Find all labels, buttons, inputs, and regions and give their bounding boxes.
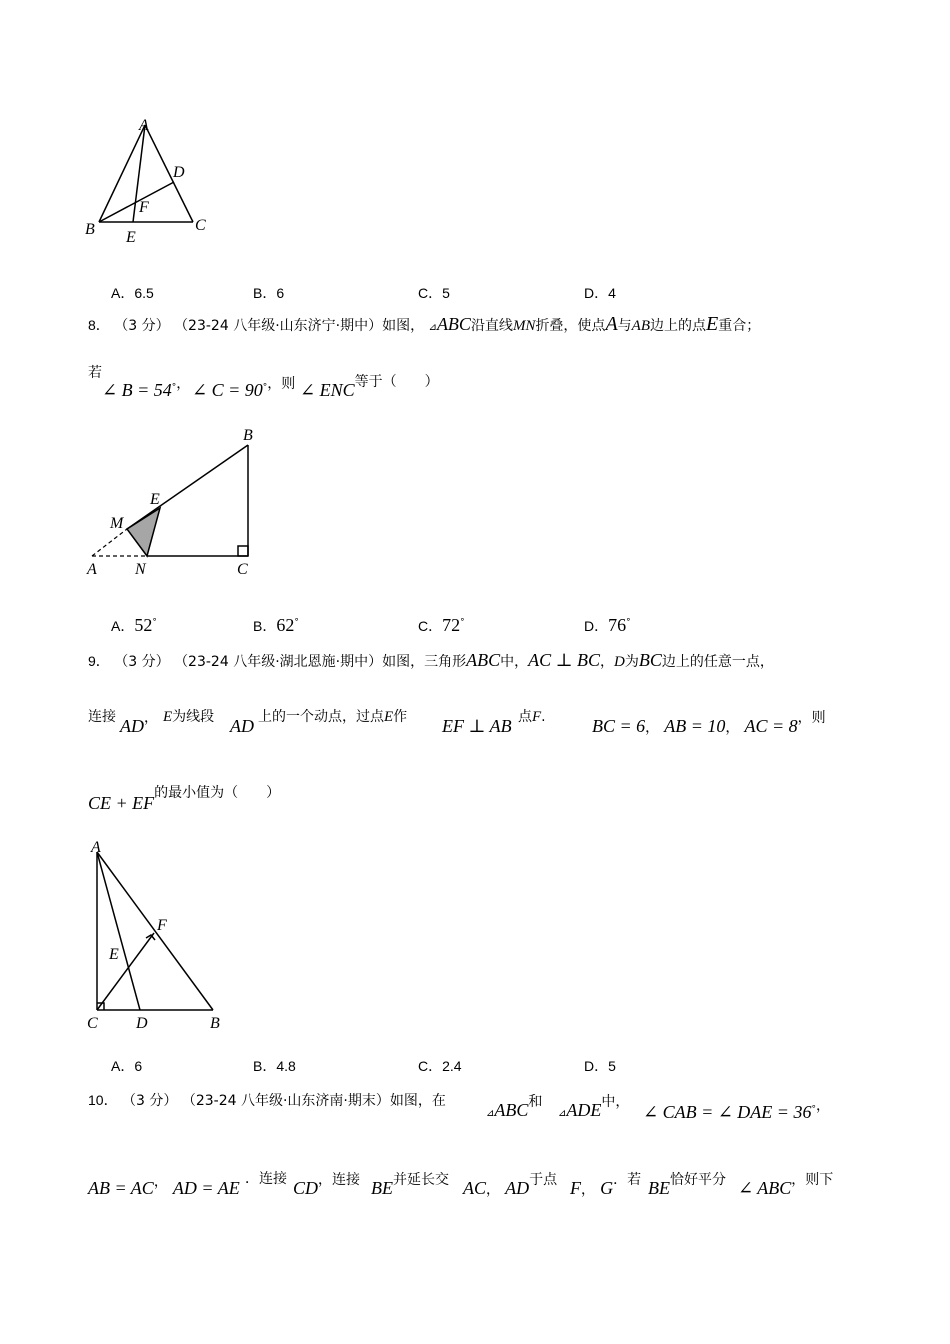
q8-comma1: ， [176,376,191,392]
q8-option-b[interactable] [253,615,299,636]
q9-option-b[interactable]: B．4.8 [253,1058,296,1074]
q10-t2: ，连接 [318,1172,361,1188]
q10-g: G [600,1178,614,1198]
q10-tri1: ABC [494,1100,529,1120]
q8-t3: 与 [617,318,632,334]
q9-source: （23-24 八年级·湖北恩施·期中）如图，三角形 [174,654,467,670]
q10-t3: 并延长交 [393,1172,449,1188]
q9-values [592,710,826,737]
q10-f: F [570,1178,581,1198]
fig3-label-a: A [91,839,101,856]
q8-angle-enc [300,374,439,401]
q10-cd [293,1172,361,1199]
q8-t2: 折叠，使点 [535,318,606,334]
q9-cef: CE + EF [88,793,155,813]
fig2-label-e: E [150,491,160,508]
q8-triangle-icon: ⊿ [428,322,437,333]
fig3-label-e: E [109,946,119,963]
q8-number: 8． [88,317,110,333]
q9-ab10: AB = 10 [664,716,726,736]
q8-option-b-prefix: B． [253,618,277,634]
q9-ad-1 [120,710,158,737]
q8-option-d-prefix: D． [584,618,609,634]
q10-line-1 [88,1090,446,1110]
q10-deg: ° [811,1104,816,1115]
q9-line-2-mid [258,706,407,726]
q9-line-3 [88,785,281,814]
q9-comma-3: ， [645,720,660,736]
q8-t5: 重合； [718,318,761,334]
q8-option-d-value: 76 [608,615,627,635]
fig1-label-a: A [139,117,149,134]
q9-comma-2: ， [144,710,158,726]
fig1-label-f: F [139,199,149,216]
q8-option-a[interactable] [111,615,157,636]
fig3-label-f: F [157,917,167,934]
q8-mn: MN [512,318,536,334]
q9-l2-t3: 上的一个动点，过点 [258,709,384,725]
figure-triangle-abc-def [80,112,220,247]
q9-option-d[interactable]: D．5 [584,1058,616,1074]
fig2-label-a: A [87,561,97,578]
q10-and: 和 [528,1094,543,1110]
q10-comma-2: ， [153,1174,168,1190]
q8-tri: ABC [436,314,471,334]
fig3-label-b: B [210,1015,220,1032]
q8-option-b-deg: ° [294,617,299,628]
q9-comma-4: ， [725,720,740,736]
q10-abc: ∠ ABC [738,1178,792,1198]
q8-t4: 边上的点 [649,318,706,334]
q8-option-c[interactable] [418,615,465,636]
q10-be2: BE [648,1178,670,1198]
q9-l2-t2: 为线段 [172,709,215,725]
q10-t4: 于点 [529,1172,558,1188]
fig3-label-c: C [87,1015,98,1032]
q8-angle-enc-text: ∠ ENC [300,380,355,400]
q10-ac: AC [463,1178,487,1198]
q9-pt-f: F [532,709,542,725]
q8-option-c-deg: ° [460,617,465,628]
q8-score: （3 分） [114,318,170,334]
q10-comma-4: ， [581,1182,595,1198]
q10-score: （3 分） [122,1093,178,1109]
q9-t3: 边上的任意一点， [661,654,774,670]
q10-number: 10． [88,1092,118,1108]
q10-tri-2 [558,1094,630,1121]
q9-option-c[interactable]: C．2.4 [418,1058,462,1074]
q9-l2-t4: 作 [393,709,408,725]
q10-angles-text: ∠ CAB = ∠ DAE = 36 [643,1102,812,1122]
q10-angles [643,1098,830,1123]
q10-eq1: AB = AC [88,1178,154,1198]
q8-option-a-value: 52 [134,615,153,635]
q10-fg [570,1172,642,1199]
fig3-label-d: D [136,1015,148,1032]
q9-line-1 [88,650,774,671]
q10-t1: ．连接 [245,1171,287,1187]
q10-tri2: ADE [566,1100,602,1120]
q8-deg-1: ° [171,382,177,393]
fig2-label-m: M [110,515,124,532]
fig1-label-e: E [126,229,136,246]
q8-ab: AB [631,318,650,334]
fig2-label-c: C [237,561,248,578]
q9-ad-2 [230,716,254,737]
q9-l2-t5: 点 [518,709,532,725]
figure-right-triangle [80,835,240,1035]
q9-e-segment [163,706,214,726]
q10-be [371,1172,449,1199]
q9-number: 9． [88,653,110,669]
q8-angle-c [192,376,296,401]
q10-mid: 中， [601,1094,630,1110]
q9-pt-d: D [614,654,625,670]
q9-ad2: AD [230,716,254,736]
q9-pt-f-wrap [518,706,546,726]
q8-line-1 [88,313,760,336]
q8-pt-a: A [605,313,618,335]
q8-t6: ，则 [267,376,296,392]
q8-line2-start: 若 [88,365,102,381]
q9-perp-2 [442,716,512,737]
q9-then: ，则 [797,710,826,726]
q9-pt-e: E [163,709,173,725]
q8-line-2 [88,365,102,388]
q8-source: （23-24 八年级·山东济宁·期中）如图， [174,318,425,334]
q8-option-c-value: 72 [442,615,461,635]
q10-tri-1 [486,1094,543,1121]
q10-be-text: BE [371,1178,393,1198]
q7-option-b[interactable]: B．6 [253,285,285,301]
q8-t7: 等于（ ） [354,374,439,390]
q9-ad1: AD [120,716,144,736]
q9-score: （3 分） [114,654,170,670]
q9-perp2: EF ⊥ AB [442,716,512,736]
q10-comma-3: ， [486,1182,501,1198]
q10-connect-cd [245,1168,287,1188]
q9-option-a[interactable]: A．6 [111,1058,143,1074]
fig1-label-c: C [195,217,206,234]
fig2-label-n: N [135,561,146,578]
q8-option-d[interactable] [584,615,631,636]
q9-l2-t1: 连接 [88,709,116,725]
q10-comma-1: ， [815,1098,830,1114]
q7-option-c[interactable]: C．5 [418,285,450,301]
q9-period: . [541,709,546,725]
q9-comma-1: ， [600,654,615,670]
q10-be-2 [648,1172,726,1199]
q9-t1: 中， [500,654,529,670]
q8-angle-c-text: ∠ C = 90 [192,380,263,400]
q8-angle-b [102,376,191,401]
fig1-label-b: B [85,221,95,238]
q9-ac8: AC = 8 [744,716,798,736]
q10-source: （23-24 八年级·山东济南·期末）如图，在 [181,1093,446,1109]
fig2-label-b: B [243,427,253,444]
q10-ac-ad [463,1172,558,1199]
q10-eq2: AD = AE [172,1178,240,1198]
q9-l3: 的最小值为（ ） [154,785,281,801]
q8-option-c-prefix: C． [418,618,443,634]
q10-t6: 恰好平分 [670,1172,726,1188]
q7-option-d[interactable]: D．4 [584,285,616,301]
q8-option-a-deg: ° [152,617,157,628]
q8-option-b-value: 62 [276,615,295,635]
q9-t2: 为 [624,654,639,670]
q10-abc-angle [738,1172,834,1199]
q9-perp1: AC ⊥ BC [528,650,601,670]
q9-bc: BC [638,650,662,670]
q8-t1: 沿直线 [470,318,513,334]
q10-triangle-icon-2: ⊿ [558,1108,567,1119]
q8-option-a-prefix: A． [111,618,135,634]
q8-option-d-deg: ° [626,617,631,628]
q8-deg-2: ° [262,382,268,393]
q10-triangle-icon-1: ⊿ [486,1108,495,1119]
q8-angle-b-text: ∠ B = 54 [102,380,172,400]
q10-t7: ，则下 [791,1172,834,1188]
fig1-label-d: D [173,164,185,181]
q9-tri: ABC [466,650,501,670]
q10-line-2-eqs [88,1174,240,1199]
q10-cd-text: CD [293,1178,319,1198]
figure-fold-mn [80,422,270,582]
q10-t5: ．若 [613,1172,642,1188]
q9-pt-e2: E [384,709,394,725]
q9-bc6: BC = 6 [592,716,646,736]
q7-option-a[interactable]: A．6.5 [111,285,154,301]
q9-line-2 [88,706,116,726]
q8-pt-e: E [705,313,719,335]
q10-ad: AD [505,1178,530,1198]
